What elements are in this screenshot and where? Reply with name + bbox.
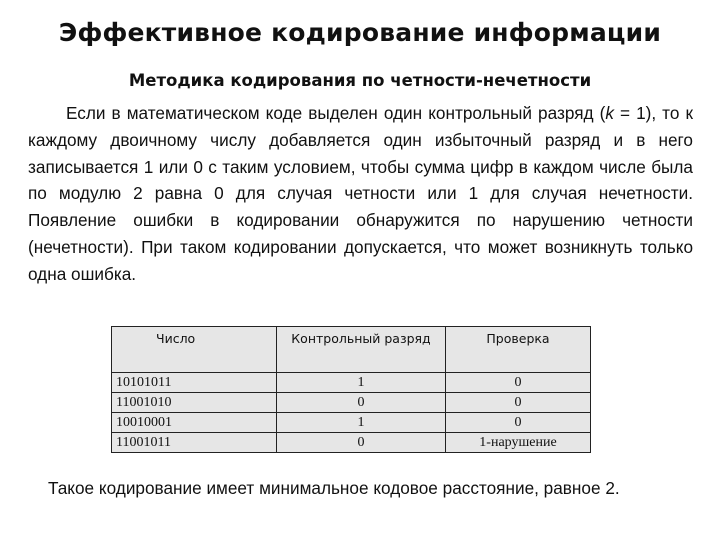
header-control-bit: Контрольный разряд <box>277 327 446 373</box>
table-row <box>112 413 591 433</box>
table-row <box>112 393 591 413</box>
section-subtitle: Методика кодирования по четности-нечетности <box>128 71 592 90</box>
header-check: Проверка <box>446 327 591 373</box>
table-row <box>112 373 591 393</box>
paragraph-text-rest: = 1), то к каждому двоичному числу добавляется один избыточный разряд и в него записывается 1 или 0 с таким условием, чтобы сумма цифр в каждом числе была по модулю 2 равна 0 для случая четности или 1 для случая нечетности. Появление ошибки в кодировании обнаружится по нарушению четности (нечетности). При таком кодировании допускается, что может возникнуть только одна ошибка. <box>28 103 693 284</box>
conclusion-note: Такое кодирование имеет минимальное кодовое расстояние, равное 2. <box>48 478 620 498</box>
cell-check: 1-нарушение <box>446 433 591 453</box>
cell-number: 10010001 <box>112 413 277 433</box>
cell-number: 11001010 <box>112 393 277 413</box>
cell-check: 0 <box>446 393 591 413</box>
cell-control-bit: 0 <box>277 393 446 413</box>
cell-number: 10101011 <box>112 373 277 393</box>
cell-check: 0 <box>446 413 591 433</box>
cell-control-bit: 0 <box>277 433 446 453</box>
parity-table <box>111 326 591 453</box>
cell-control-bit: 1 <box>277 373 446 393</box>
slide-title: Эффективное кодирование информации <box>58 18 662 47</box>
table-row <box>112 433 591 453</box>
body-paragraph <box>28 100 693 288</box>
header-number: Число <box>112 327 277 373</box>
cell-check: 0 <box>446 373 591 393</box>
cell-control-bit: 1 <box>277 413 446 433</box>
cell-number: 11001011 <box>112 433 277 453</box>
paragraph-text-start: Если в математическом коде выделен один контрольный разряд ( <box>66 103 606 123</box>
table-header-row <box>112 327 591 373</box>
variable-k: k <box>605 103 614 123</box>
